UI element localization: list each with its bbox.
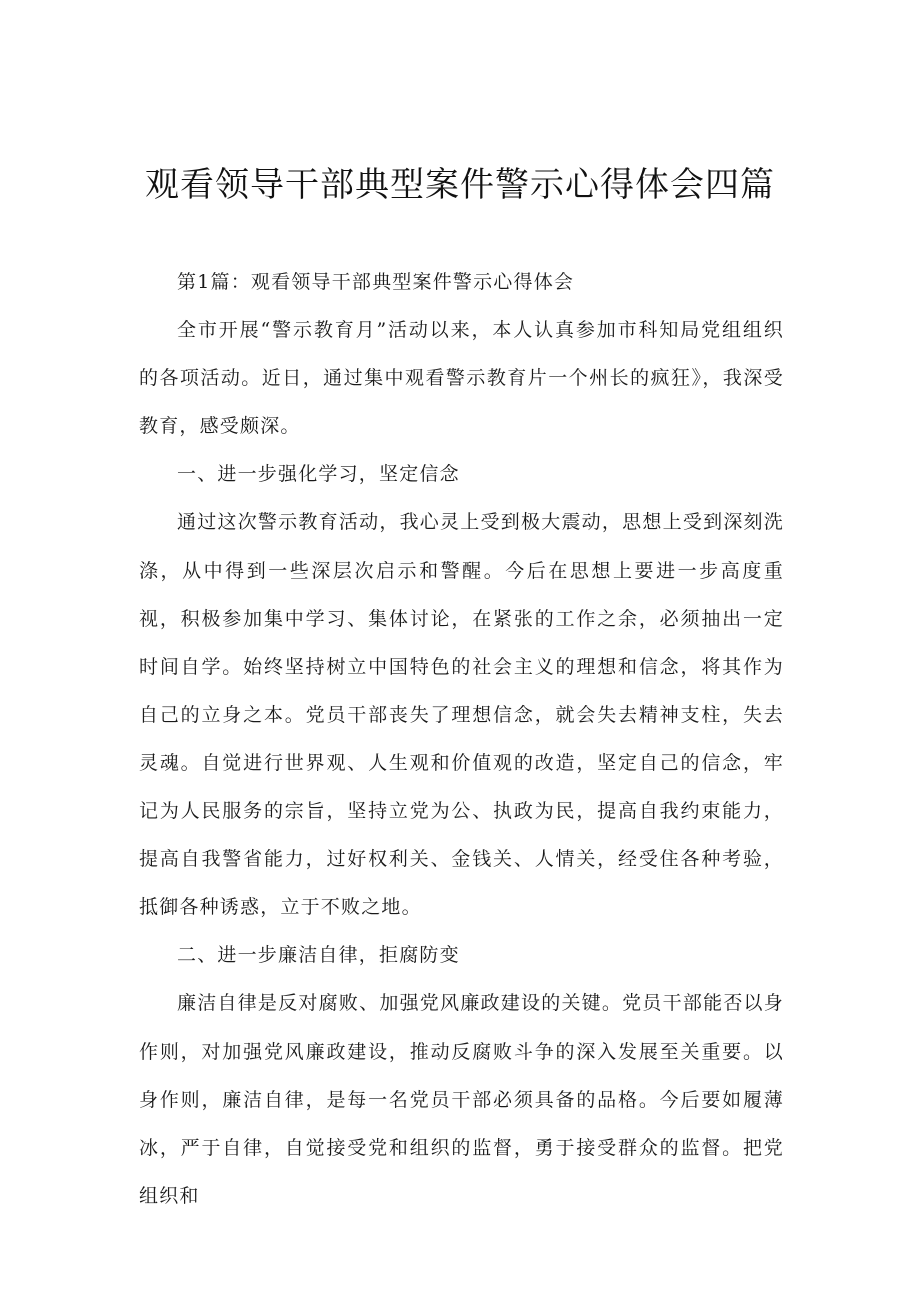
section-paragraph-1: 通过这次警示教育活动，我心灵上受到极大震动，思想上受到深刻洗涤，从中得到一些深层次启示和警醒。今后在思想上要进一步高度重视，积极参加集中学习、集体讨论，在紧张的工作之余，必须抽出一定时间自学。始终坚持树立中国特色的社会主义的理想和信念，将其作为自己的立身之本。党员干部丧失了理想信念，就会失去精神支柱，失去灵魂。自觉进行世界观、人生观和价值观的改造，坚定自己的信念，牢记为人民服务的宗旨，坚持立党为公、执政为民，提高自我约束能力，提高自我警省能力，过好权利关、金钱关、人情关，经受住各种考验，抵御各种诱惑，立于不败之地。 (139, 511, 784, 919)
section-paragraph-2: 廉洁自律是反对腐败、加强党风廉政建设的关键。党员干部能否以身作则，对加强党风廉政建设，推动反腐败斗争的深入发展至关重要。以身作则，廉洁自律，是每一名党员干部必须具备的品格。今后要如履薄冰，严于自律，自觉接受党和组织的监督，勇于接受群众的监督。把党组织和 (139, 992, 784, 1207)
section-heading-1: 一、进一步强化学习，坚定信念 (177, 463, 460, 486)
document-body (139, 258, 784, 1220)
article-heading: 第1篇：观看领导干部典型案件警示心得体会 (177, 271, 575, 293)
intro-paragraph: 全市开展“警示教育月”活动以来，本人认真参加市科知局党组组织的各项活动。近日，通过集中观看警示教育片一个州长的疯狂》，我深受教育，感受颇深。 (139, 319, 784, 438)
document-title: 观看领导干部典型案件警示心得体会四篇 (145, 165, 775, 205)
section-heading-2: 二、进一步廉洁自律，拒腐防变 (177, 944, 460, 967)
